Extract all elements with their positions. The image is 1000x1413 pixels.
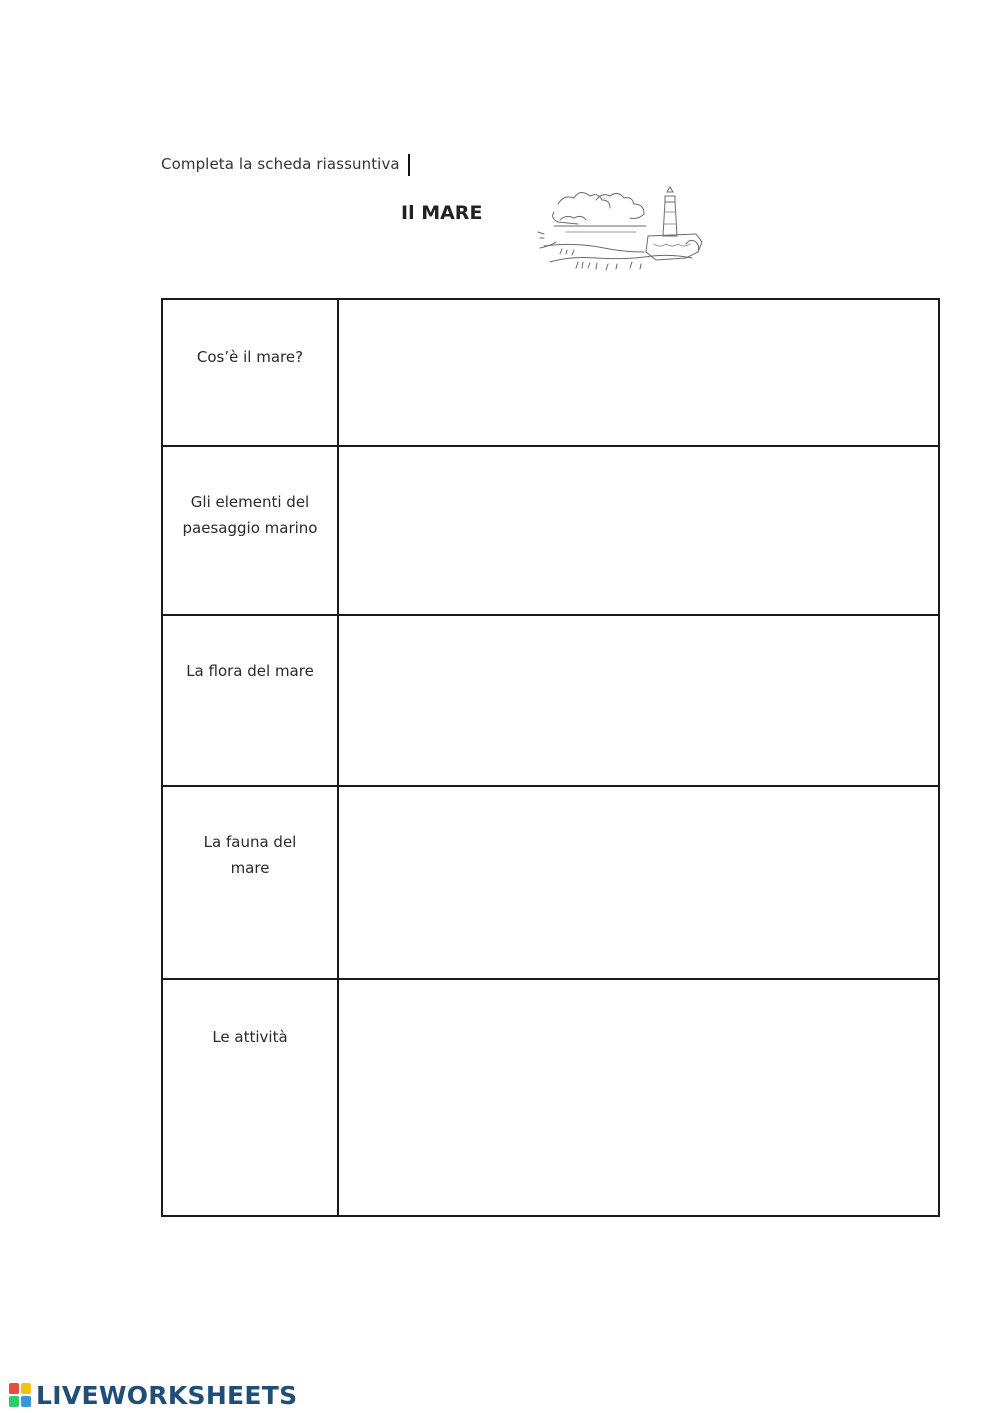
worksheet-instruction: Completa la scheda riassuntiva: [161, 155, 400, 173]
row-label: La flora del mare: [163, 616, 339, 785]
answer-cell-activities[interactable]: [339, 980, 938, 1215]
lighthouse-seascape-illustration: [536, 182, 706, 278]
table-row: [163, 614, 938, 785]
liveworksheets-logo-icon: [8, 1382, 32, 1408]
answer-cell-what-is-sea[interactable]: [339, 300, 938, 445]
answer-cell-landscape-elements[interactable]: [339, 447, 938, 614]
liveworksheets-logo: [8, 1380, 297, 1410]
worksheet-title: Il MARE: [401, 202, 483, 224]
liveworksheets-brand-text: LIVEWORKSHEETS: [36, 1380, 298, 1410]
answer-cell-flora[interactable]: [339, 616, 938, 785]
table-row: [163, 785, 938, 978]
text-cursor: [408, 154, 410, 176]
table-row: [163, 978, 938, 1215]
row-label: Gli elementi del paesaggio marino: [163, 447, 339, 614]
summary-table: [161, 298, 940, 1217]
row-label: La fauna del mare: [163, 787, 339, 978]
row-label: Le attività: [163, 980, 339, 1215]
table-row: [163, 300, 938, 445]
row-label: Cos’è il mare?: [163, 300, 339, 445]
answer-cell-fauna[interactable]: [339, 787, 938, 978]
table-row: [163, 445, 938, 614]
